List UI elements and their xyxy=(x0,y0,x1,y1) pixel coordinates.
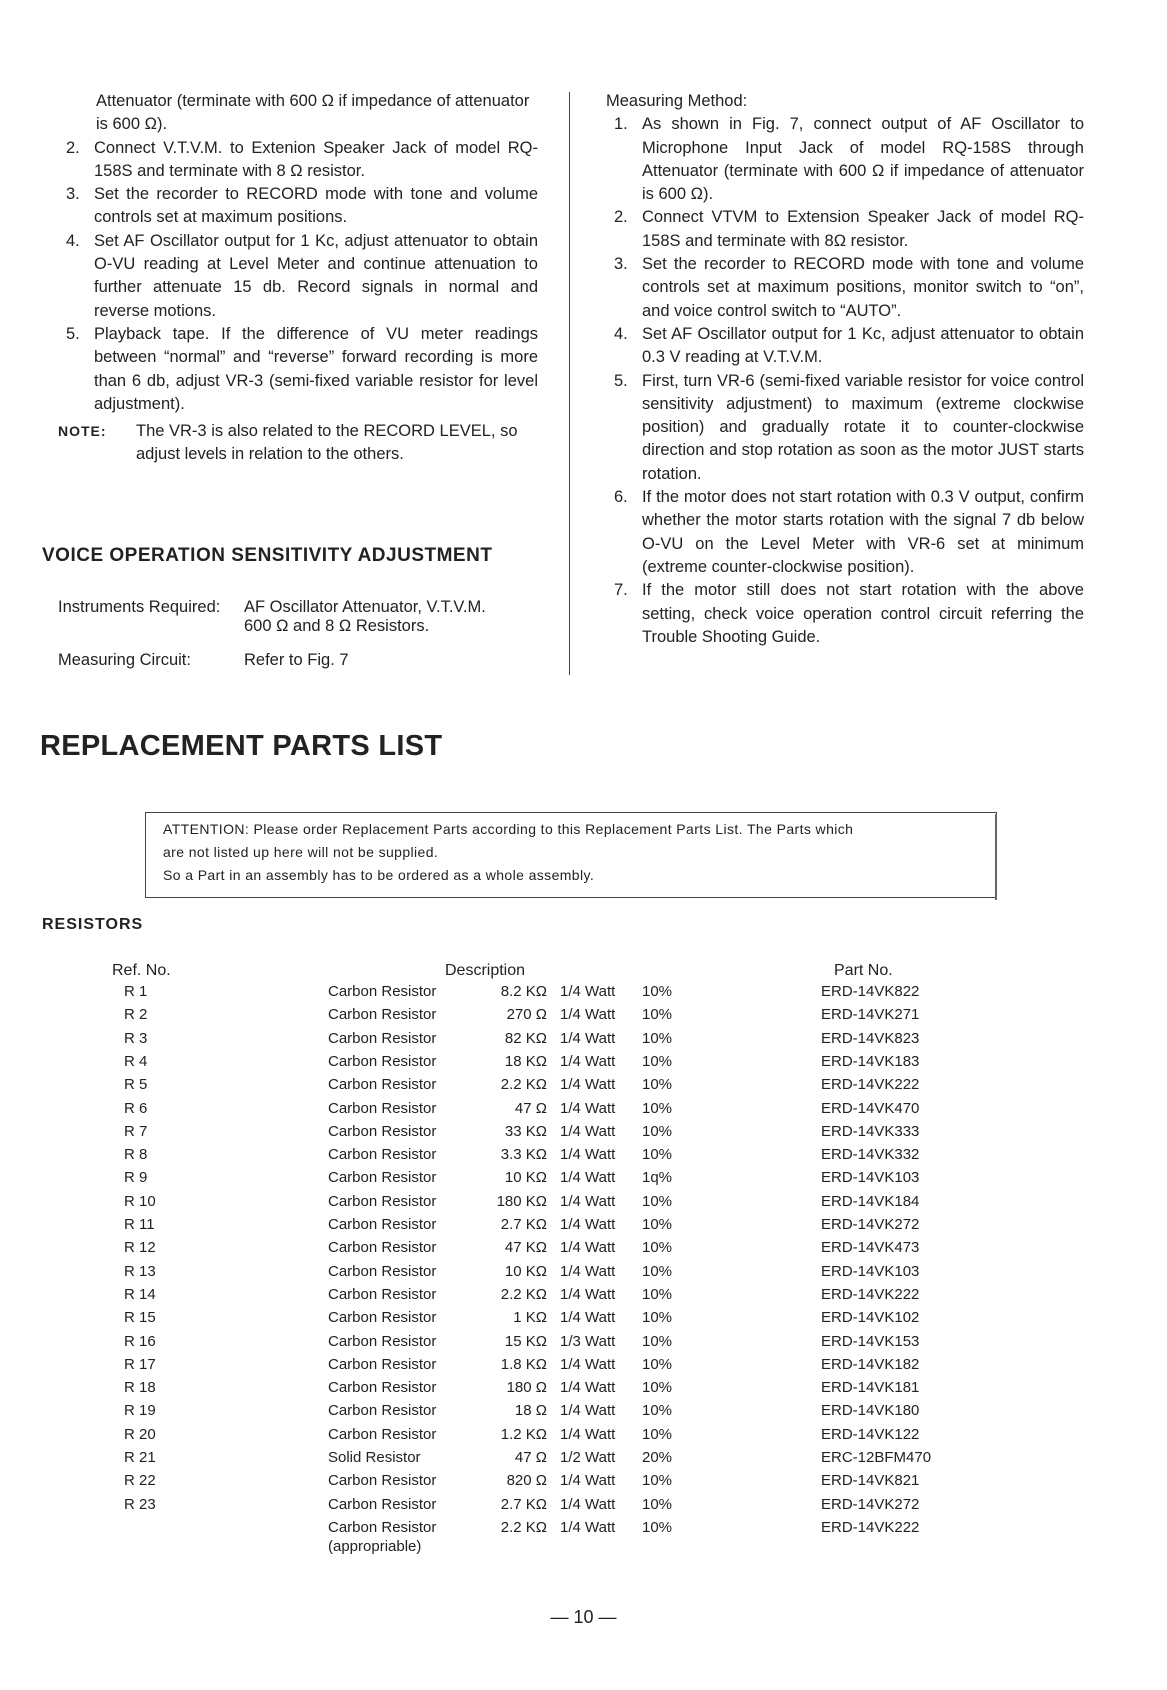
cell-tolerance: 10% xyxy=(642,983,673,1000)
cell-value: 10 KΩ xyxy=(504,1262,547,1280)
cell-ref-no: R 19 xyxy=(124,1402,156,1420)
cell-ref-no: R 12 xyxy=(124,1239,156,1257)
cell-value: 10 KΩ xyxy=(504,1169,547,1187)
cell-tolerance: 10% xyxy=(642,1425,673,1443)
cell-description: Carbon Resistor xyxy=(328,1169,437,1187)
cell-tolerance: 10% xyxy=(642,1239,673,1257)
cell-ref-no: R 14 xyxy=(124,1285,156,1303)
cell-ref-no: R 3 xyxy=(124,1029,148,1047)
table-row xyxy=(0,1216,1167,1239)
description-header: Description xyxy=(445,962,526,979)
cell-part-no: ERD-14VK122 xyxy=(821,1425,920,1443)
step-item xyxy=(606,113,1084,206)
step-text: Set AF Oscillator output for 1 Kc, adjust attenuator to obtain O-VU reading at Level Meter and continue attenuation to further attenuate 15 db. Record signals in normal and reverse motions. xyxy=(94,231,538,320)
cell-tolerance: 10% xyxy=(642,1029,673,1047)
cell-description: Carbon Resistor xyxy=(328,1402,437,1420)
cell-ref-no: R 18 xyxy=(124,1379,156,1397)
table-row xyxy=(0,1309,1167,1332)
cell-value: 8.2 KΩ xyxy=(500,983,547,1000)
table-row xyxy=(0,1286,1167,1309)
cell-value: 2.2 KΩ xyxy=(500,1518,547,1536)
table-row xyxy=(0,1123,1167,1146)
step-text: Connect VTVM to Extension Speaker Jack of model RQ-158S and terminate with 8Ω resistor. xyxy=(642,208,1084,250)
right-column xyxy=(606,90,1084,649)
cell-part-no: ERD-14VK821 xyxy=(821,1472,920,1490)
cell-ref-no: R 23 xyxy=(124,1495,156,1513)
cell-value: 18 KΩ xyxy=(504,1052,547,1070)
cell-wattage: 1/4 Watt xyxy=(560,1285,616,1303)
cell-wattage: 1/4 Watt xyxy=(560,983,616,1000)
cell-description: Carbon Resistor xyxy=(328,1262,437,1280)
cell-part-no: ERD-14VK103 xyxy=(821,1262,920,1280)
step-text: As shown in Fig. 7, connect output of AF Oscillator to Microphone Input Jack of model RQ-158S through Attenuator (terminate with 600 Ω if impedance of attenuator is 600 Ω). xyxy=(642,115,1084,204)
table-row xyxy=(0,1356,1167,1379)
step-number: 2. xyxy=(614,208,628,227)
table-row xyxy=(0,1496,1167,1519)
attention-box-shadow xyxy=(995,814,997,900)
table-row xyxy=(0,1100,1167,1123)
cell-description: Carbon Resistor xyxy=(328,1216,437,1233)
cell-value: 47 KΩ xyxy=(504,1239,547,1257)
cell-wattage: 1/4 Watt xyxy=(560,1192,616,1210)
cell-tolerance: 10% xyxy=(642,1006,673,1024)
cell-tolerance: 10% xyxy=(642,1192,673,1210)
step-item xyxy=(58,183,538,230)
table-row xyxy=(0,1030,1167,1053)
cell-value: 82 KΩ xyxy=(504,1029,547,1047)
cell-wattage: 1/4 Watt xyxy=(560,1355,616,1373)
table-row xyxy=(0,1402,1167,1425)
attention-line-1: ATTENTION: Please order Replacement Parts according to this Replacement Parts List. The Parts which xyxy=(163,821,854,837)
cell-wattage: 1/4 Watt xyxy=(560,1472,616,1490)
attention-line-3: So a Part in an assembly has to be ordered as a whole assembly. xyxy=(163,867,595,883)
step-item xyxy=(606,206,1084,253)
cell-tolerance: 20% xyxy=(642,1449,673,1466)
step-item xyxy=(58,137,538,184)
table-row xyxy=(0,1146,1167,1169)
table-row xyxy=(0,1239,1167,1262)
step-text: If the motor does not start rotation with 0.3 V output, confirm whether the motor starts rotation with the signal 7 db below O-VU on the Level Meter with VR-6 set at minimum (extreme counter-clockwise position). xyxy=(642,488,1084,576)
cell-value: 1 KΩ xyxy=(513,1309,547,1327)
cell-value: 3.3 KΩ xyxy=(500,1146,547,1164)
cell-ref-no: R 6 xyxy=(124,1099,148,1117)
cell-wattage: 1/4 Watt xyxy=(560,1402,616,1420)
cell-wattage: 1/4 Watt xyxy=(560,1146,616,1164)
cell-tolerance: 10% xyxy=(642,1099,673,1117)
cell-wattage: 1/4 Watt xyxy=(560,1099,616,1117)
cell-description: Carbon Resistor xyxy=(328,1122,437,1140)
left-steps-list xyxy=(58,137,538,417)
step-item xyxy=(606,253,1084,323)
cell-ref-no: R 16 xyxy=(124,1332,156,1350)
cell-wattage: 1/4 Watt xyxy=(560,1495,616,1513)
cell-description: Carbon Resistor xyxy=(328,1472,437,1490)
step-number: 4. xyxy=(66,231,80,250)
cell-description: Carbon Resistor xyxy=(328,1192,437,1210)
voice-section-heading: VOICE OPERATION SENSITIVITY ADJUSTMENT xyxy=(42,545,493,566)
cell-part-no: ERD-14VK473 xyxy=(821,1239,920,1257)
cell-tolerance: 1q% xyxy=(642,1169,673,1187)
cell-value: 33 KΩ xyxy=(504,1122,547,1140)
cell-value: 47 Ω xyxy=(514,1449,547,1466)
cell-tolerance: 10% xyxy=(642,1472,673,1490)
table-row xyxy=(0,1076,1167,1099)
cell-description: Carbon Resistor xyxy=(328,1379,437,1397)
cell-description: Carbon Resistor xyxy=(328,1332,437,1350)
cell-part-no: ERD-14VK272 xyxy=(821,1216,920,1233)
cell-part-no: ERD-14VK184 xyxy=(821,1192,920,1210)
cell-part-no: ERD-14VK180 xyxy=(821,1402,920,1420)
cell-description: Carbon Resistor xyxy=(328,1052,437,1070)
step-number: 7. xyxy=(614,581,628,600)
cell-ref-no: R 15 xyxy=(124,1309,156,1327)
cell-value: 270 Ω xyxy=(506,1006,547,1024)
step-text: Set the recorder to RECORD mode with tone and volume controls set at maximum positions. xyxy=(94,185,538,227)
cell-tolerance: 10% xyxy=(642,1285,673,1303)
cell-wattage: 1/4 Watt xyxy=(560,1262,616,1280)
cell-tolerance: 10% xyxy=(642,1518,673,1536)
cell-description: Carbon Resistor xyxy=(328,1099,437,1117)
step-text: Set the recorder to RECORD mode with tone and volume controls set at maximum positions, monitor switch to “on”, and voice control switch to “AUTO”. xyxy=(642,255,1084,320)
cell-description: Carbon Resistor xyxy=(328,1518,437,1536)
cell-tolerance: 10% xyxy=(642,1216,673,1233)
cell-part-no: ERD-14VK822 xyxy=(821,983,920,1000)
step-text: First, turn VR-6 (semi-fixed variable resistor for voice control sensitivity adjustment) to maximum (extreme clockwise position) and gradually rotate it to counter-clockwise direction and stop rotation as soon as the motor JUST starts rotation. xyxy=(642,371,1084,483)
cell-description: Solid Resistor xyxy=(328,1449,421,1466)
cell-value: 2.7 KΩ xyxy=(500,1216,547,1233)
cell-value: 2.2 KΩ xyxy=(500,1076,547,1094)
cell-description: Carbon Resistor xyxy=(328,1239,437,1257)
table-row xyxy=(0,1006,1167,1029)
note-text: The VR-3 is also related to the RECORD LEVEL, so adjust levels in relation to the others. xyxy=(136,422,518,464)
measuring-circuit xyxy=(58,651,349,670)
step-number: 1. xyxy=(614,115,628,134)
instruments-label: Instruments Required: xyxy=(58,598,221,616)
cell-wattage: 1/4 Watt xyxy=(560,1029,616,1047)
cell-description: Carbon Resistor xyxy=(328,1309,437,1327)
cell-wattage: 1/4 Watt xyxy=(560,1379,616,1397)
right-steps-list xyxy=(606,113,1084,649)
cell-wattage: 1/4 Watt xyxy=(560,1076,616,1094)
cell-description: Carbon Resistor xyxy=(328,983,437,1000)
cell-tolerance: 10% xyxy=(642,1355,673,1373)
cell-description: Carbon Resistor xyxy=(328,1146,437,1164)
cell-ref-no: R 5 xyxy=(124,1076,148,1094)
cell-part-no: ERD-14VK222 xyxy=(821,1076,920,1094)
cell-ref-no: R 13 xyxy=(124,1262,156,1280)
cell-value: 1.2 KΩ xyxy=(500,1425,547,1443)
table-row xyxy=(0,1169,1167,1192)
cell-tolerance: 10% xyxy=(642,1402,673,1420)
step-number: 3. xyxy=(614,255,628,274)
cell-part-no: ERC-12BFM470 xyxy=(821,1449,932,1466)
step-number: 6. xyxy=(614,488,628,507)
cell-description: Carbon Resistor xyxy=(328,1495,437,1513)
cell-tolerance: 10% xyxy=(642,1309,673,1327)
column-divider xyxy=(569,92,570,675)
cell-part-no: ERD-14VK153 xyxy=(821,1332,920,1350)
cell-ref-no: R 2 xyxy=(124,1006,148,1024)
step-item xyxy=(58,230,538,323)
page-title: REPLACEMENT PARTS LIST xyxy=(40,730,443,762)
step-item xyxy=(606,323,1084,370)
cell-ref-no: R 1 xyxy=(124,983,148,1000)
cell-value: 180 KΩ xyxy=(496,1192,547,1210)
left-column xyxy=(58,90,538,467)
cell-ref-no: R 8 xyxy=(124,1146,148,1164)
table-row xyxy=(0,1333,1167,1356)
cell-value: 2.7 KΩ xyxy=(500,1495,547,1513)
cell-part-no: ERD-14VK222 xyxy=(821,1285,920,1303)
cell-wattage: 1/4 Watt xyxy=(560,1309,616,1327)
cell-wattage: 1/4 Watt xyxy=(560,1239,616,1257)
cell-ref-no: R 21 xyxy=(124,1449,156,1466)
cell-tolerance: 10% xyxy=(642,1146,673,1164)
cell-description: Carbon Resistor xyxy=(328,1355,437,1373)
cell-tolerance: 10% xyxy=(642,1379,673,1397)
table-row xyxy=(0,1193,1167,1216)
cell-part-no: ERD-14VK823 xyxy=(821,1029,920,1047)
cell-value: 18 Ω xyxy=(514,1402,547,1420)
cell-ref-no: R 7 xyxy=(124,1122,148,1140)
step-number: 5. xyxy=(614,371,628,390)
table-row xyxy=(0,1518,1167,1555)
step-item xyxy=(606,486,1084,579)
cell-value: 15 KΩ xyxy=(504,1332,547,1350)
table-row xyxy=(0,1053,1167,1076)
step-number: 2. xyxy=(66,138,80,157)
cell-wattage: 1/4 Watt xyxy=(560,1006,616,1024)
cell-part-no: ERD-14VK470 xyxy=(821,1099,920,1117)
cell-ref-no: R 4 xyxy=(124,1052,148,1070)
resistors-heading: RESISTORS xyxy=(42,916,144,933)
step-number: 5. xyxy=(66,324,80,343)
circuit-label: Measuring Circuit: xyxy=(58,651,191,669)
cell-description: Carbon Resistor xyxy=(328,1076,437,1094)
cell-description: Carbon Resistor xyxy=(328,1285,437,1303)
circuit-value: Refer to Fig. 7 xyxy=(244,651,349,669)
step-item xyxy=(58,323,538,416)
cell-tolerance: 10% xyxy=(642,1052,673,1070)
cell-tolerance: 10% xyxy=(642,1122,673,1140)
cell-value: 180 Ω xyxy=(506,1379,547,1397)
part-no-header: Part No. xyxy=(834,962,893,979)
cell-tolerance: 10% xyxy=(642,1076,673,1094)
cell-wattage: 1/4 Watt xyxy=(560,1052,616,1070)
cell-wattage: 1/4 Watt xyxy=(560,1122,616,1140)
instruments-required xyxy=(58,598,486,636)
cell-part-no: ERD-14VK182 xyxy=(821,1355,920,1373)
table-row xyxy=(0,1472,1167,1495)
cell-wattage: 1/2 Watt xyxy=(560,1449,616,1466)
cell-part-no: ERD-14VK271 xyxy=(821,1006,920,1024)
cell-description: Carbon Resistor xyxy=(328,1006,437,1024)
instruments-value-2: 600 Ω and 8 Ω Resistors. xyxy=(244,617,430,635)
attention-box xyxy=(145,812,997,898)
cell-part-no: ERD-14VK183 xyxy=(821,1052,920,1070)
cell-part-no: ERD-14VK332 xyxy=(821,1146,920,1164)
table-row xyxy=(0,1449,1167,1472)
cell-wattage: 1/3 Watt xyxy=(560,1332,616,1350)
cell-description: Carbon Resistor xyxy=(328,1425,437,1443)
step-number: 4. xyxy=(614,324,628,343)
table-row xyxy=(0,1426,1167,1449)
page-number: — 10 — xyxy=(550,1607,617,1627)
cell-ref-no: R 11 xyxy=(124,1216,155,1233)
cell-description-note: (appropriable) xyxy=(328,1537,422,1555)
step-text: If the motor still does not start rotation with the above setting, check voice operation control circuit referring the Trouble Shooting Guide. xyxy=(642,581,1084,646)
step-item xyxy=(606,579,1084,649)
note xyxy=(58,420,538,467)
cell-wattage: 1/4 Watt xyxy=(560,1518,616,1536)
cell-value: 2.2 KΩ xyxy=(500,1285,547,1303)
cell-ref-no: R 10 xyxy=(124,1192,156,1210)
cell-part-no: ERD-14VK333 xyxy=(821,1122,920,1140)
cell-part-no: ERD-14VK102 xyxy=(821,1309,920,1327)
cell-wattage: 1/4 Watt xyxy=(560,1216,616,1233)
ref-no-header: Ref. No. xyxy=(112,962,171,979)
step-text: Playback tape. If the difference of VU meter readings between “normal” and “reverse” forward recording is more than 6 db, adjust VR-3 (semi-fixed variable resistor for level adjustment). xyxy=(94,324,538,413)
cell-value: 47 Ω xyxy=(514,1099,547,1117)
step-text: Set AF Oscillator output for 1 Kc, adjust attenuator to obtain 0.3 V reading at V.T.V.M. xyxy=(642,324,1084,367)
cell-value: 1.8 KΩ xyxy=(500,1355,547,1373)
table-row xyxy=(0,983,1167,1006)
cell-ref-no: R 17 xyxy=(124,1355,156,1373)
cell-description: Carbon Resistor xyxy=(328,1029,437,1047)
cell-ref-no: R 22 xyxy=(124,1472,156,1490)
instruments-value-1: AF Oscillator Attenuator, V.T.V.M. xyxy=(244,598,486,616)
table-row xyxy=(0,1379,1167,1402)
step-item xyxy=(606,370,1084,486)
measuring-method-heading: Measuring Method: xyxy=(606,92,748,110)
continued-step-text: Attenuator (terminate with 600 Ω if impedance of attenuator is 600 Ω). xyxy=(96,92,530,134)
cell-tolerance: 10% xyxy=(642,1262,673,1280)
step-text: Connect V.T.V.M. to Extenion Speaker Jack of model RQ-158S and terminate with 8 Ω resistor. xyxy=(94,138,538,180)
cell-ref-no: R 9 xyxy=(124,1169,148,1187)
cell-tolerance: 10% xyxy=(642,1495,673,1513)
cell-ref-no: R 20 xyxy=(124,1425,156,1443)
cell-tolerance: 10% xyxy=(642,1332,673,1350)
cell-part-no: ERD-14VK103 xyxy=(821,1169,920,1187)
cell-wattage: 1/4 Watt xyxy=(560,1425,616,1443)
table-row xyxy=(0,1263,1167,1286)
cell-value: 820 Ω xyxy=(506,1472,547,1490)
cell-part-no: ERD-14VK272 xyxy=(821,1495,920,1513)
cell-part-no: ERD-14VK181 xyxy=(821,1379,920,1397)
cell-part-no: ERD-14VK222 xyxy=(821,1518,920,1536)
cell-wattage: 1/4 Watt xyxy=(560,1169,616,1187)
step-number: 3. xyxy=(66,185,80,204)
note-label: NOTE: xyxy=(58,423,107,440)
attention-line-2: are not listed up here will not be supplied. xyxy=(163,844,439,860)
